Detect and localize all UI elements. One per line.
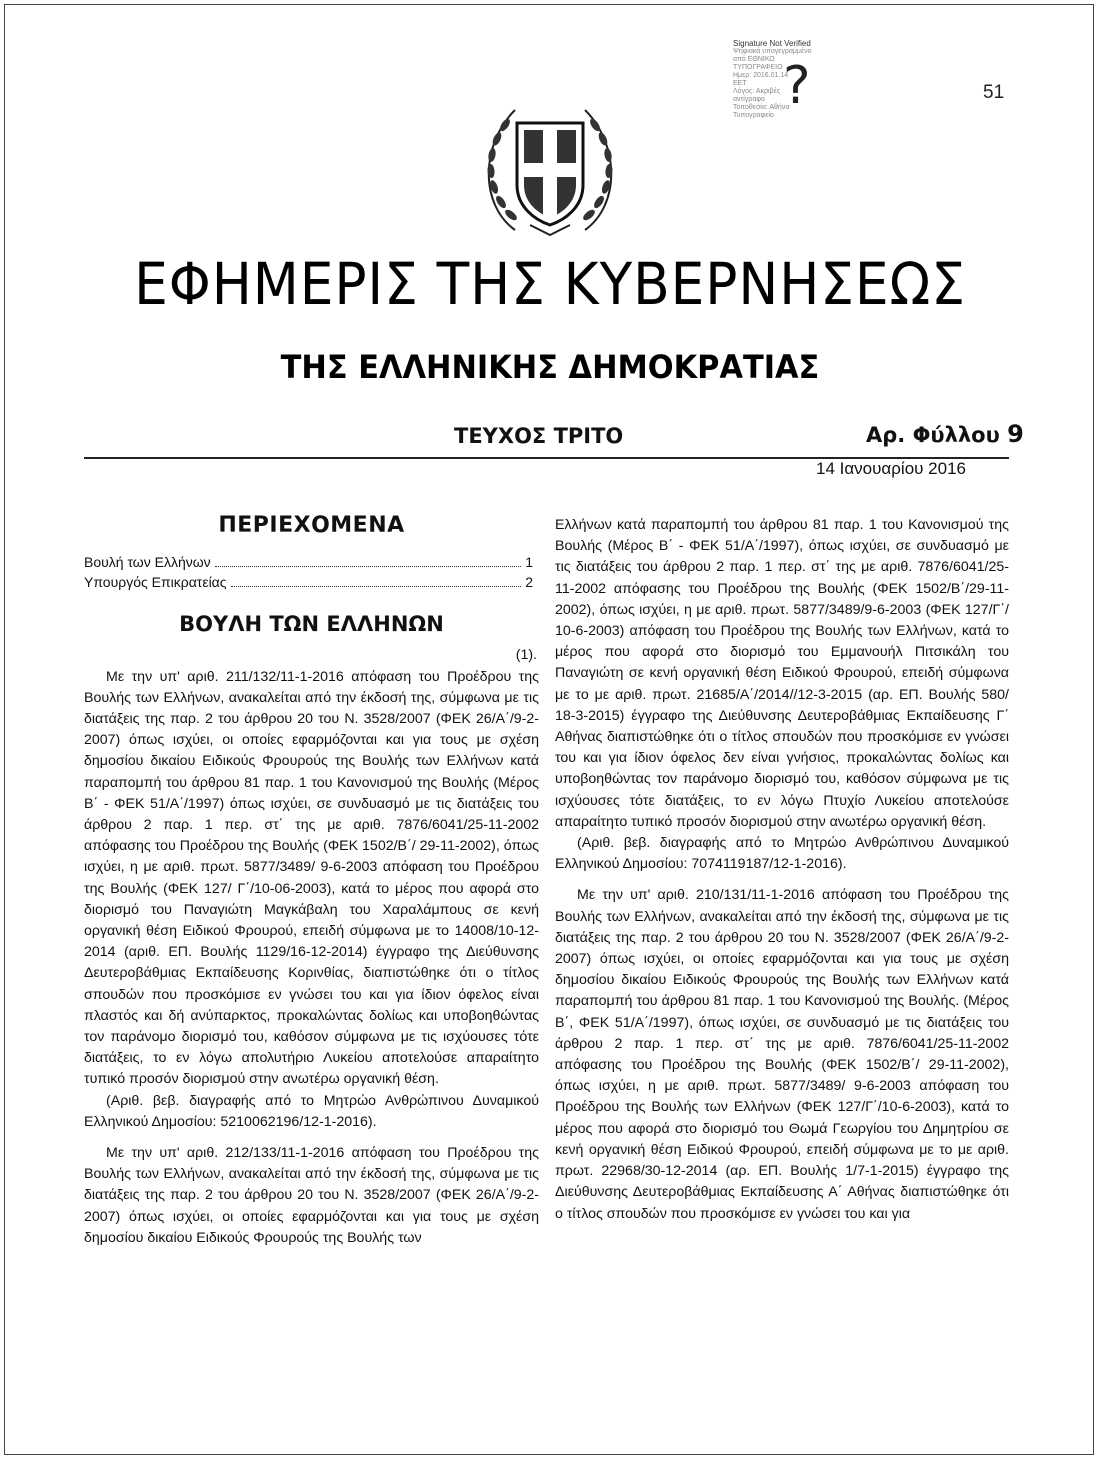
decision-paragraph: Με την υπ' αριθ. 210/131/11-1-2016 απόφαση του Προέδρου της Βουλής των Ελλήνων, ανακαλείται από την έκδοσή της, σύμφωνα με τις διατάξεις της παρ. 2 του άρθρου 20 του Ν. 3528/2007 (ΦΕΚ 26/Α΄/9-2-2007) όπως ισχύει, οι οποίες εφαρμόζονται και για τους με σχέση δημοσίου δικαίου Ειδικούς Φρουρούς της Βουλής των Ελλήνων κατά παραπομπή του άρθρου 81 παρ. 1 του Κανονισμού της Βουλής. (Μέρος Β΄, ΦΕΚ 51/Α΄/1997), όπως ισχύει, σε συνδυασμό με τις διατάξεις του άρθρου 2 παρ. 1 περ. στ΄ της με αριθ. 7876/6041/25-11-2002 απόφασης του Προέδρου της Βουλής (ΦΕΚ 1502/Β΄/ 29-11-2002), όπως ισχύει, η με αριθ. πρωτ. 5877/3489/ 9-6-2003 απόφαση του Προέδρου της Βουλής των Ελλήνων (ΦΕΚ 127/Γ΄/10-6-2003), κατά το μέρος που αφορά στο διορισμό του Θωμά Γεωργίου του Δημητρίου σε κενή οργανική θέση Ειδικού Φρουρού, επειδή σύμφωνα με το με αριθ. πρωτ. 22968/30-12-2014 (αρ. ΕΠ. Βουλής 1/7-1-2015) έγγραφο της Διεύθυνσης Δευτεροβάθμιας Εκπαίδευσης Α΄ Αθήνας διαπιστώθηκε ότι ο τίτλος σπουδών που προσκόμισε εν γνώσει του και για [555, 887, 1009, 1222]
signature-line: Ημερ: 2016.01.14 [733, 72, 789, 79]
gazette-title: ΕΦΗΜΕΡΙΣ ΤΗΣ ΚΥΒΕΡΝΗΣΕΩΣ [134, 250, 966, 318]
issue-label: ΤΕΥΧΟΣ ΤΡΙΤΟ [454, 424, 624, 448]
signature-title: Signature Not Verified [733, 39, 811, 48]
greek-coat-of-arms-icon [475, 95, 625, 245]
decision-paragraph: Ελλήνων κατά παραπομπή του άρθρου 81 παρ. 1 του Κανονισμού της Βουλής (Μέρος Β΄ - ΦΕΚ 51/Α΄/1997), όπως ισχύει, σε συνδυασμό με τις διατάξεις του άρθρου 2 παρ. 1 περ. στ΄ της με αριθ. 7876/6041/25-11-2002 απόφασης του Προέδρου της Βουλής (ΦΕΚ 1502/Β΄/29-11-2002), όπως ισχύει, η με αριθ. πρωτ. 5877/3489/9-6-2003 (ΦΕΚ 127/Γ΄/ 10-6-2003) απόφαση του Προέδρου της Βουλής των Ελλήνων, κατά το μέρος που αφορά στο διορισμό του Εμμανουήλ Πιτσικάλη του Παναγιώτη σε κενή οργανική θέση Ειδικού Φρουρού, επειδή σύμφωνα με το με αριθ. πρωτ. 21685/Α΄/2014//12-3-2015 (αρ. ΕΠ. Βουλής 580/ 18-3-2015) έγγραφο της Διεύθυνσης Δευτεροβάθμιας Εκπαίδευσης Γ΄ Αθήνας διαπιστώθηκε ότι ο τίτλος σπουδών που προσκόμισε εν γνώσει του και για ίδιον όφελος δεν είναι γνήσιος, προκαλώντας δολίως και υποβοηθώντας τον παράνομο διορισμό του, καθόσον σύμφωνα με τις ισχύουσες τότε διατάξεις, το εν λόγω Πτυχίο Λυκείου αποτελούσε απαραίτητο τυπικό προσόν διορισμού στην ανωτέρω οργανική θέση. [555, 517, 1009, 830]
signature-line: ΕΕΤ [733, 80, 747, 87]
section-heading: ΒΟΥΛΗ ΤΩΝ ΕΛΛΗΝΩΝ [179, 612, 444, 637]
issue-date: 14 Ιανουαρίου 2016 [816, 459, 967, 478]
toc-item-label: Βουλή των Ελλήνων [84, 554, 211, 571]
deletion-note: (Αριθ. βεβ. διαγραφής από το Μητρώο Ανθρώπινου Δυναμικού Ελληνικού Δημοσίου: 5210062196/12-1-2016). [84, 1092, 539, 1130]
toc-item-label: Υπουργός Επικρατείας [84, 574, 227, 591]
toc-leader [231, 586, 522, 587]
decision-number: (1). [515, 647, 537, 664]
question-mark-icon: ? [783, 56, 811, 116]
page-number: 51 [983, 82, 1005, 103]
sheet-label: Αρ. Φύλλου [866, 423, 1000, 447]
sheet-number-value: 9 [1007, 420, 1024, 448]
digital-signature-stamp [733, 40, 843, 125]
toc-leader [215, 566, 522, 567]
toc-item[interactable] [84, 572, 539, 592]
right-column [555, 515, 1009, 1225]
toc-item-page: 2 [525, 574, 533, 591]
signature-line: αντίγραφο [733, 96, 765, 103]
signature-line: Ψηφιακά υπογεγραμμένο [733, 48, 812, 55]
signature-line: από ΕΘΝΙΚΟ [733, 56, 775, 63]
contents-title: ΠΕΡΙΕΧΟΜΕΝΑ [218, 513, 405, 538]
signature-line: Τυπογραφείο [733, 112, 774, 119]
signature-line: Τοποθεσία: Αθήνα [733, 104, 790, 111]
toc-item[interactable] [84, 552, 539, 572]
toc-item-page: 1 [525, 554, 533, 571]
gazette-subtitle: ΤΗΣ ΕΛΛΗΝΙΚΗΣ ΔΗΜΟΚΡΑΤΙΑΣ [280, 348, 820, 386]
left-column [84, 515, 539, 1249]
decision-paragraph: Με την υπ' αριθ. 212/133/11-1-2016 απόφαση του Προέδρου της Βουλής των Ελλήνων, ανακαλείται από την έκδοσή της, σύμφωνα με τις διατάξεις της παρ. 2 του άρθρου 20 του Ν. 3528/2007 (ΦΕΚ 26/Α΄/9-2-2007) όπως ισχύει, οι οποίες εφαρμόζονται και για τους με σχέση δημοσίου δικαίου Ειδικούς Φρουρούς της Βουλής των [84, 1145, 539, 1246]
deletion-note: (Αριθ. βεβ. διαγραφής από το Μητρώο Ανθρώπινου Δυναμικού Ελληνικού Δημοσίου: 7074119187/12-1-2016). [555, 835, 1009, 873]
sheet-number [866, 420, 1024, 448]
signature-line: Λόγος: Ακριβές [733, 88, 781, 95]
signature-line: ΤΥΠΟΓΡΑΦΕΙΟ [733, 64, 783, 71]
decision-paragraph: Με την υπ' αριθ. 211/132/11-1-2016 απόφαση του Προέδρου της Βουλής των Ελλήνων, ανακαλείται από την έκδοσή της, σύμφωνα με τις διατάξεις της παρ. 2 του άρθρου 20 του Ν. 3528/2007 (ΦΕΚ 26/Α΄/9-2-2007) όπως ισχύει, οι οποίες εφαρμόζονται και για τους με σχέση δημοσίου δικαίου Ειδικούς Φρουρούς της Βουλής των Ελλήνων κατά παραπομπή του άρθρου 81 παρ. 1 του Κανονισμού της Βουλής (Μέρος Β΄ - ΦΕΚ 51/Α΄/1997) όπως ισχύει, σε συνδυασμό με τις διατάξεις του άρθρου 2 παρ. 1 περ. στ΄ της με αριθ. 7876/6041/25-11-2002 απόφασης του Προέδρου της Βουλής (ΦΕΚ 1502/Β΄/ 29-11-2002), όπως ισχύει, η με αριθ. πρωτ. 5877/3489/ 9-6-2003 απόφαση του Προέδρου της Βουλής (ΦΕΚ 127/ Γ΄/10-06-2003), κατά το μέρος που αφορά στο διορισμό του Παναγιώτη Μαγκάβαλη του Χαραλάμπους σε κενή οργανική θέση Ειδικού Φρουρού, επειδή σύμφωνα με το 14008/10-12-2014 (αριθ. ΕΠ. Βουλής 1129/16-12-2014) έγγραφο της Διεύθυνσης Δευτεροβάθμιας Εκπαίδευσης Κορινθίας, διαπιστώθηκε ότι ο τίτλος σπουδών που προσκόμισε εν γνώσει του και για ίδιον όφελος είναι πλαστός και δή ανύπαρκτος, προκαλώντας δολίως και υποβοηθώντας τον παράνομο διορισμό του, καθόσον σύμφωνα με τις ισχύουσες τότε διατάξεις, το εν λόγω απολυτήριο Λυκείου αποτελούσε απαραίτητο τυπικό προσόν διορισμού στην ανωτέρω οργανική θέση. [84, 668, 539, 1088]
